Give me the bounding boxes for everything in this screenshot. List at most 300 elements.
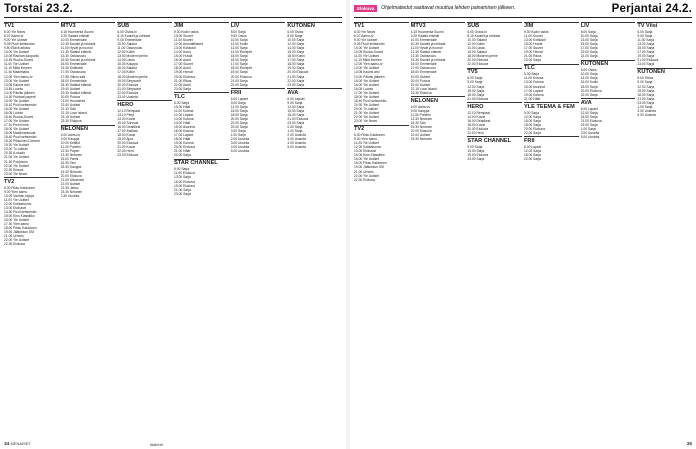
programme-listing: 18.00 Sarja: [580, 84, 598, 89]
programme-listing: 11.00 Elokuva: [174, 171, 195, 176]
channel-heading: YLE TEEMA & FEM: [524, 102, 579, 111]
programme-listing: 10.00 Yle Uutiset: [354, 46, 380, 51]
programme-listing: 17.00 Suuret: [174, 62, 193, 67]
programme-listing: 9.00 Sarja: [637, 80, 653, 85]
programme-listing: 14.00 Sarja: [580, 76, 598, 81]
programme-listing: 10.05 Rauhan kaupunki: [4, 54, 39, 59]
programme-listing: 19.00 Ajoa: [117, 137, 133, 142]
programme-listing: 15.30 Kauniit ja rohkeat: [410, 58, 446, 63]
programme-listing: 19.20 Pikkuinen Domme: [4, 139, 40, 144]
programme-listing: 11.10 Mikä ihmeen: [4, 66, 32, 71]
programme-listing: 16.00 Kotona: [174, 129, 194, 134]
programme-listing: 21.00 Sarja: [230, 78, 248, 83]
programme-listing: 11.00 Ostosruutu: [117, 46, 143, 51]
programme-listing: 18.00 Sarja: [524, 122, 541, 127]
channel-heading: FRII: [524, 136, 579, 145]
programme-listing: 15.00 Survival: [117, 120, 139, 125]
programme-listing: 11.00 Yle Uutiset: [4, 62, 29, 67]
programme-listing: 6.00 Sarja: [174, 100, 190, 105]
programme-listing: 13.30 Nelonen: [60, 153, 83, 158]
programme-listing: 12.00 Sarja: [637, 84, 655, 89]
programme-listing: 18.40 Puoli seitsemän: [4, 135, 37, 140]
left_page-column-2: [117, 20, 172, 439]
programme-listing: 9.00 Kauppa: [410, 108, 430, 113]
channel-heading: HERO: [467, 102, 522, 111]
programme-listing: 21.00 Häät: [524, 96, 541, 101]
programme-listing: 6.00 Lapset: [230, 96, 248, 101]
left_page-column-0: [4, 20, 59, 439]
programme-listing: 9.05 Puoli seitsemän: [4, 42, 35, 47]
programme-listing: 16.00 Sarja: [230, 58, 248, 63]
programme-listing: 9.00 Yle Uutiset: [354, 38, 378, 43]
channel-heading: TV2: [4, 177, 59, 186]
programme-listing: 18.00 Kovat: [467, 122, 485, 127]
programme-listing: 15.00 Kino Klassikko: [4, 214, 35, 219]
programme-listing: 14.00 Reseptit: [230, 50, 252, 55]
right_page-column-4: [581, 20, 636, 439]
programme-listing: 23.15 Uutiset: [60, 114, 81, 119]
programme-listing: 16.30 Kotikokki: [60, 66, 84, 71]
programme-listing: 16.00 Emmerdale: [410, 62, 437, 67]
programme-listing: 17.00 Kotiin: [117, 70, 135, 75]
programme-listing: 15.00 Sarja: [287, 108, 305, 113]
programme-listing: 9.00 Sarja: [524, 110, 540, 115]
programme-listing: 11.40 Maailmalla: [4, 70, 29, 75]
programme-listing: 11.10 Mikä ihmeen: [354, 58, 382, 63]
programme-listing: 19.00 Sarja: [230, 70, 248, 75]
programme-listing: 23.00 Sarja: [580, 122, 598, 127]
programme-listing: 15.00 Sarja: [580, 42, 598, 47]
programme-listing: 21.00 Yle Uutiset: [354, 110, 380, 115]
programme-listing: 21.00 Rikos: [174, 78, 192, 83]
programme-listing: 12.00 Sarja: [524, 149, 541, 154]
programme-listing: 23.00 Sarja: [467, 157, 485, 162]
programme-listing: 17.00 Ostosruutu: [410, 66, 436, 71]
programme-listing: 18.00 Emmerdale: [410, 70, 437, 75]
programme-listing: 12.00 Sarja: [467, 84, 485, 89]
channel-heading: TLC: [174, 92, 229, 101]
right_page-column-1: [411, 20, 466, 439]
programme-listing: 6.00 Aamu-tv: [60, 133, 81, 138]
programme-listing: 22.00 Sarja: [174, 153, 191, 158]
right-page-number: 35: [686, 442, 692, 447]
programme-listing: 18.00 Autot: [174, 66, 191, 71]
left-heading-rule: [4, 17, 342, 18]
programme-listing: 19.00 Hinnat: [174, 70, 193, 75]
programme-listing: 15.00 Sarja: [230, 108, 248, 113]
programme-listing: 15.10 Puoli seitsemän: [4, 102, 37, 107]
programme-listing: 18.00 Moderni perhe: [467, 54, 498, 59]
programme-listing: 9.00 Yle Uutiset: [4, 38, 28, 43]
programme-listing: 5.00 Uusinta: [230, 149, 250, 154]
programme-listing: 22.00 Yle Uutiset: [354, 114, 380, 119]
left-page: [0, 0, 346, 449]
programme-listing: 12.10 Rempaat: [117, 108, 140, 113]
programme-listing: 12.00 Kotikatsomo: [4, 201, 32, 206]
right_page-column-0: [354, 20, 409, 439]
programme-listing: 3.00 Uusinta: [230, 141, 250, 146]
programme-listing: 18.00 Sarja: [580, 114, 598, 119]
programme-listing: 22.00 Autot: [174, 82, 191, 87]
programme-listing: 10.00 Yle Uutiset: [4, 50, 30, 55]
programme-listing: 14.00 Sarja: [287, 46, 305, 51]
programme-listing: 10.00 Emmerdale: [410, 38, 437, 43]
programme-listing: 9.05 Puoli seitsemän: [354, 42, 385, 47]
programme-listing: 23.00 Yle News: [354, 119, 378, 124]
programme-listing: 19.00 Kotona: [524, 92, 544, 97]
programme-listing: 11.00 Hyvät ja huonot: [60, 46, 93, 51]
programme-listing: 17.00 Sarja: [287, 58, 305, 63]
programme-listing: 22.00 Uutiset: [60, 181, 81, 186]
channel-heading: MTV3: [61, 22, 116, 31]
programme-listing: 6.07 Aamu-tv: [4, 34, 24, 39]
right-info-strip: [354, 4, 515, 12]
programme-listing: 8.10 Kauniit ja rohkeat: [467, 34, 501, 39]
programme-listing: 23.30 Elokuva: [410, 90, 432, 95]
programme-listing: 9.30 Kodin ostos: [524, 30, 549, 34]
programme-listing: 23.00 Sarja: [637, 100, 655, 105]
channel-heading: HERO: [117, 100, 172, 109]
programme-listing: 16.05 Luonto: [4, 110, 24, 115]
programme-listing: 18.00 Sarja: [287, 62, 305, 67]
programme-listing: 3.00 Uusinta: [637, 108, 656, 113]
programme-listing: 20.00 Elokuva: [467, 58, 489, 63]
programme-listing: 21.00 Sarja: [637, 96, 655, 101]
programme-listing: 22.00 Sarja: [230, 82, 248, 87]
programme-listing: 15.00 Sarja: [637, 88, 655, 93]
programme-listing: 12.30 Salatut elämät: [410, 50, 441, 55]
programme-listing: 9.00 Sarja: [174, 167, 190, 172]
programme-listing: 15.00 Sarja: [287, 50, 305, 55]
programme-listing: 6.00 Yle News: [354, 30, 376, 34]
left_page-column-1: [61, 20, 116, 439]
programme-listing: 16.00 Autot: [174, 58, 191, 63]
programme-listing: 4.00 Uusinta: [287, 141, 306, 146]
channel-heading: SUB: [467, 22, 522, 31]
programme-listing: 18.00 Kovat: [117, 133, 135, 138]
programme-listing: 22.00 Hero: [467, 130, 484, 135]
programme-listing: 10.30 Kauniit ja rohkeat: [410, 42, 446, 47]
channel-heading: NELONEN: [61, 125, 116, 134]
programme-listing: 22.00 Uutiset: [410, 82, 431, 87]
programme-listing: 23.00 Elokuva: [117, 153, 139, 158]
programme-listing: 12.00 Kotiin: [467, 42, 485, 47]
programme-listing: 20.00 Elokuva: [174, 74, 195, 79]
channel-heading: TLC: [524, 64, 579, 73]
programme-listing: 1.00 Sarja: [637, 104, 653, 109]
programme-listing: 14.30 Puhtaat paperit: [4, 94, 36, 99]
programme-listing: 9.20 Salatut elämät: [410, 34, 440, 39]
programme-listing: 13.00 Sarja: [230, 46, 248, 51]
programme-listing: 19.00 Uutiset: [60, 86, 81, 91]
programme-listing: 0.00 Sarja: [230, 129, 246, 134]
right_page-column-5: [637, 20, 692, 439]
programme-listing: 11.00 Kotona: [524, 76, 544, 81]
programme-listing: 12.30 Paperi: [60, 149, 80, 154]
channel-heading: LIV: [581, 22, 636, 31]
programme-listing: 17.00 Lapset: [174, 133, 194, 138]
programme-listing: 6.00 Lapset: [580, 106, 598, 111]
programme-listing: 22.00 Yle Uutiset: [4, 238, 30, 243]
programme-listing: 9.00 Sarja: [467, 80, 483, 85]
programme-listing: 14.00 Kovat: [467, 114, 485, 119]
programme-listing: 18.30 Salatut elämät: [60, 82, 91, 87]
programme-listing: 18.00 Emmerdale: [60, 78, 87, 83]
programme-listing: 19.00 Sarja: [580, 50, 598, 55]
programme-listing: 17.00 Suuret: [524, 46, 543, 51]
programme-listing: 23.00 Sarja: [637, 62, 655, 67]
programme-listing: 10.00 Keittiöt: [60, 141, 80, 146]
programme-listing: 22.00 Hero: [117, 149, 134, 154]
programme-listing: 20.00 Putous: [410, 78, 431, 83]
programme-listing: 15.00 Farmi: [60, 157, 79, 162]
channel-heading: TV2: [354, 125, 409, 134]
programme-listing: 11.00 Yle Uutiset: [354, 54, 379, 59]
programme-listing: 16.00 Kotiin: [287, 54, 305, 59]
programme-listing: 15.30 Kauniit ja rohkeat: [60, 58, 96, 63]
programme-listing: 18.40 Puoli seitsemän: [354, 98, 387, 103]
programme-listing: 13.00 Yle Uutiset: [354, 66, 380, 71]
programme-listing: 18.30 Kauppa: [60, 165, 82, 170]
programme-listing: 13.30 Nelonen: [410, 116, 433, 121]
programme-listing: 12.00 Ylen aamu-tv: [354, 62, 383, 67]
programme-listing: 16.00 Deadliest: [467, 118, 491, 123]
programme-listing: 13.00 Kotona: [174, 116, 194, 121]
programme-listing: 14.00 Kovat: [117, 116, 135, 121]
programme-listing: 12.00 Lapset: [174, 112, 194, 117]
channel-heading: FRII: [231, 88, 286, 97]
programme-listing: 13.00 Sarja: [580, 38, 598, 43]
channel-heading: TV1: [354, 22, 409, 31]
programme-listing: 11.00 Hyvät ja huonot: [410, 46, 443, 51]
channel-heading: KUTONEN: [637, 68, 692, 77]
programme-listing: 16.05 Luonto: [354, 86, 374, 91]
programme-listing: 22.00 Elokuva: [117, 90, 139, 95]
programme-listing: 21.00 Huomenta: [60, 98, 86, 103]
programme-listing: 13.00 Sarja: [467, 149, 485, 154]
channel-heading: AVA: [287, 88, 342, 97]
programme-listing: 21.00 Sarja: [287, 74, 305, 79]
programme-listing: 2.00 Uusinta: [230, 137, 250, 142]
programme-listing: 20.00 Elokuva: [230, 74, 252, 79]
programme-listing: 23.30 Elokuva: [60, 119, 82, 124]
channel-heading: KUTONEN: [581, 60, 636, 69]
programme-listing: 23.00 Sarja: [174, 86, 191, 91]
programme-listing: 17.00 Sarja: [580, 46, 598, 51]
programme-listing: 20.00 Elokuva: [174, 145, 195, 150]
channel-heading: TV5: [467, 68, 522, 77]
programme-listing: 20.00 Elokuva: [117, 141, 139, 146]
programme-listing: 10.30 Kauniit ja rohkeat: [60, 42, 96, 47]
programme-listing: 19.00 Elokuva: [467, 153, 489, 158]
programme-listing: 22.00 Sarja: [524, 130, 541, 135]
programme-listing: 20.00 Elokuva: [524, 126, 545, 131]
programme-listing: 13.00 Elokuvat: [354, 149, 376, 154]
programme-listing: 6.00 Lapset: [287, 96, 305, 101]
programme-listing: 5.00 Uusinta: [287, 145, 306, 150]
programme-listing: 18.05 Maailmankuvat: [4, 131, 36, 136]
programme-listing: 12.00 Ammattilaiset: [174, 42, 203, 47]
programme-listing: 23.30 Nelonen: [60, 189, 83, 194]
programme-listing: 12.30 Salatut elämät: [60, 50, 91, 55]
programme-listing: 16.00 Emmerdale: [60, 62, 87, 67]
programme-listing: 16.30 Talo: [410, 120, 426, 125]
programme-listing: 20.00 Putous: [60, 94, 81, 99]
programme-listing: 18.00 Pikku Kakkonen: [354, 161, 387, 166]
programme-listing: 9.00 Ostos: [230, 34, 247, 39]
programme-listing: 10.00 Sarja: [230, 38, 248, 43]
programme-listing: 9.50 Elävä arkisto: [4, 46, 31, 51]
programme-listing: 13.00 Elokuvat: [4, 205, 26, 210]
programme-listing: 18.00 Sarja: [467, 92, 485, 97]
channel-heading: AVA: [581, 98, 636, 107]
left-publication: MENAISET: [10, 441, 31, 446]
programme-listing: 14.30 Puoli seitsemän: [4, 209, 37, 214]
channel-heading: JIM: [174, 22, 229, 31]
right-listing-columns: [354, 20, 692, 439]
programme-listing: 23.00 Sarja: [524, 58, 541, 63]
programme-listing: 10.00 Salatut: [467, 38, 487, 43]
programme-listing: 16.00 Yle Uutiset: [4, 218, 30, 223]
programme-listing: 6.00 Sarja: [637, 30, 653, 34]
programme-listing: 16.30 Talo: [60, 161, 76, 166]
left-footer: [4, 441, 31, 447]
programme-listing: 10.00 Suuret: [174, 34, 193, 39]
programme-listing: 18.00 Sarja: [637, 92, 655, 97]
programme-listing: 19.00 Kotona: [174, 141, 194, 146]
programme-listing: 12.00 Kotikatsomo: [354, 145, 382, 150]
programme-listing: 15.00 Yle Uutiset: [4, 98, 30, 103]
programme-listing: 22.30 Jakso: [60, 185, 79, 190]
programme-listing: 19.30 Nelonen: [410, 124, 433, 129]
programme-listing: 11.00 Suuret: [174, 38, 193, 43]
programme-listing: 20.00 Elokuva: [117, 82, 139, 87]
programme-listing: 22.00 Sarja: [287, 78, 305, 83]
programme-listing: 16.40 Ruoka-Suomi: [4, 114, 34, 119]
programme-listing: 9.00 Sarja: [467, 144, 483, 149]
programme-listing: 6.00 Ostos: [287, 30, 304, 34]
channel-heading: KUTONEN: [287, 22, 342, 31]
programme-listing: 19.30 Yle Uutiset: [354, 102, 380, 107]
programme-listing: 19.30 Yle Uutiset: [4, 143, 30, 148]
programme-listing: 22.30 Elokuva: [4, 242, 25, 247]
programme-listing: 22.00 Sarja: [580, 92, 598, 97]
programme-listing: 21.00 Elokuva: [637, 58, 659, 63]
programme-listing: 15.00 Asunnot: [174, 124, 196, 129]
programme-listing: 23.00 Sarja: [287, 120, 305, 125]
left_page-column-5: [287, 20, 342, 439]
programme-listing: 20.00 Sarja: [230, 116, 248, 121]
right-heading-rule: [354, 17, 692, 18]
programme-listing: 6.07 Aamu-tv: [354, 34, 374, 39]
programme-listing: 18.00 Pikku Kakkonen: [4, 226, 37, 231]
programme-listing: 18.00 Häät: [174, 137, 191, 142]
left-page-number: 34: [4, 442, 10, 447]
programme-listing: 6.30 Pikku Kakkonen: [4, 185, 35, 190]
programme-listing: 14.00 Päivän jälkeen: [4, 90, 35, 95]
programme-listing: 19.00 Jääkiekon SM: [354, 165, 384, 170]
programme-listing: 19.00 Elokuva: [174, 183, 195, 188]
programme-listing: 22.00 Sarja: [230, 120, 248, 125]
programme-listing: 22.30 Elokuva: [354, 177, 375, 182]
programme-listing: 23.00 Uusinta: [117, 94, 138, 99]
programme-listing: 20.00 Tv-uutiset: [354, 106, 378, 111]
programme-listing: 16.00 Yle Uutiset: [354, 157, 380, 162]
programme-listing: 21.00 Rikos: [524, 54, 542, 59]
programme-listing: 9.00 Sarja: [287, 100, 303, 105]
programme-listing: 17.00 Yle Uutiset: [4, 119, 30, 124]
programme-listing: 9.00 Emmerdale: [117, 38, 142, 43]
programme-listing: 17.00 Sarja: [637, 50, 655, 55]
programme-listing: 19.00 Hinnat: [524, 50, 543, 55]
programme-listing: 17.00 Yle Uutiset: [354, 90, 380, 95]
programme-listing: 9.00 Ylen aamu: [4, 189, 28, 194]
programme-listing: 6.00 Ostos: [580, 68, 597, 73]
programme-listing: 17.10 Pieni Ihme: [4, 123, 29, 128]
programme-listing: 6.00 Yle News: [4, 30, 26, 34]
programme-listing: 4.00 Uusinta: [230, 145, 250, 150]
right-day-heading: Perjantai 24.2.: [611, 3, 692, 15]
programme-listing: 8.00 Sarja: [230, 30, 246, 34]
channel-heading: NELONEN: [411, 96, 466, 105]
right-footer: [687, 441, 692, 447]
programme-listing: 12.00 Ylen aamu-tv: [4, 74, 33, 79]
programme-listing: 8.00 Sarja: [287, 34, 303, 39]
programme-listing: 10.00 Emmerdale: [60, 38, 87, 43]
programme-listing: 21.30 Pohjoinen: [4, 159, 28, 164]
programme-listing: 16.00 Salatut: [467, 50, 487, 55]
programme-listing: 16.00 Elokuva: [174, 179, 195, 184]
programme-listing: 16.00 Kotiin: [580, 80, 599, 85]
programme-listing: 15.00 Huvila: [174, 54, 193, 59]
programme-listing: 13.00 Kotikokit: [524, 38, 546, 43]
programme-listing: 15.00 Yle Uutiset: [354, 78, 380, 83]
programme-listing: 17.00 Sarja: [230, 62, 248, 67]
programme-listing: 2.00 Uusinta: [287, 133, 306, 138]
programme-listing: 15.00 Huvila: [524, 42, 543, 47]
right_page-column-2: [467, 20, 522, 439]
programme-listing: 18.00 Yle Uutiset: [354, 94, 380, 99]
programme-listing: 9.30 Kodin ostos: [174, 30, 199, 34]
programme-listing: 16.00 Yle Uutiset: [354, 82, 380, 87]
programme-listing: 14.00 Päivän jälkeen: [354, 74, 385, 79]
programme-listing: 12.00 Sarja: [524, 114, 541, 119]
programme-listing: 11.00 Yle Uutiset: [4, 197, 29, 202]
programme-listing: 23.00 Sarja: [230, 124, 248, 129]
programme-listing: 22.30 Rosvot: [4, 167, 24, 172]
programme-listing: 21.00 Urheilu: [4, 234, 24, 239]
channel-heading: LIV: [231, 22, 286, 31]
programme-listing: 23.00 Sarja: [287, 82, 305, 87]
programme-listing: 21.00 Urheilu: [354, 169, 374, 174]
programme-listing: 12.00 Kotiin: [117, 50, 135, 55]
programme-listing: 3.00 Uusinta: [580, 130, 600, 135]
programme-listing: 18.00 Sarja: [287, 112, 305, 117]
programme-listing: 1.00 Sarja: [287, 129, 303, 134]
programme-listing: 21.00 Sarja: [174, 187, 191, 192]
programme-listing: 20.00 Elokuva: [467, 126, 489, 131]
programme-listing: 8.10 Kauniit ja rohkeat: [117, 34, 151, 39]
left-listing-columns: [4, 20, 342, 439]
programme-listing: 10.00 Salatut: [117, 42, 137, 47]
channel-heading: STAR CHANNEL: [174, 159, 229, 168]
elokuva-logo: Elokuva: [354, 5, 377, 12]
programme-listing: 1.00 Sarja: [230, 133, 246, 138]
channel-heading: MTV3: [411, 22, 466, 31]
programme-listing: 15.00 Asunnot: [524, 84, 546, 89]
programme-listing: 11.00 Kotona: [174, 108, 194, 113]
programme-listing: 15.00 Sarja: [467, 88, 485, 93]
